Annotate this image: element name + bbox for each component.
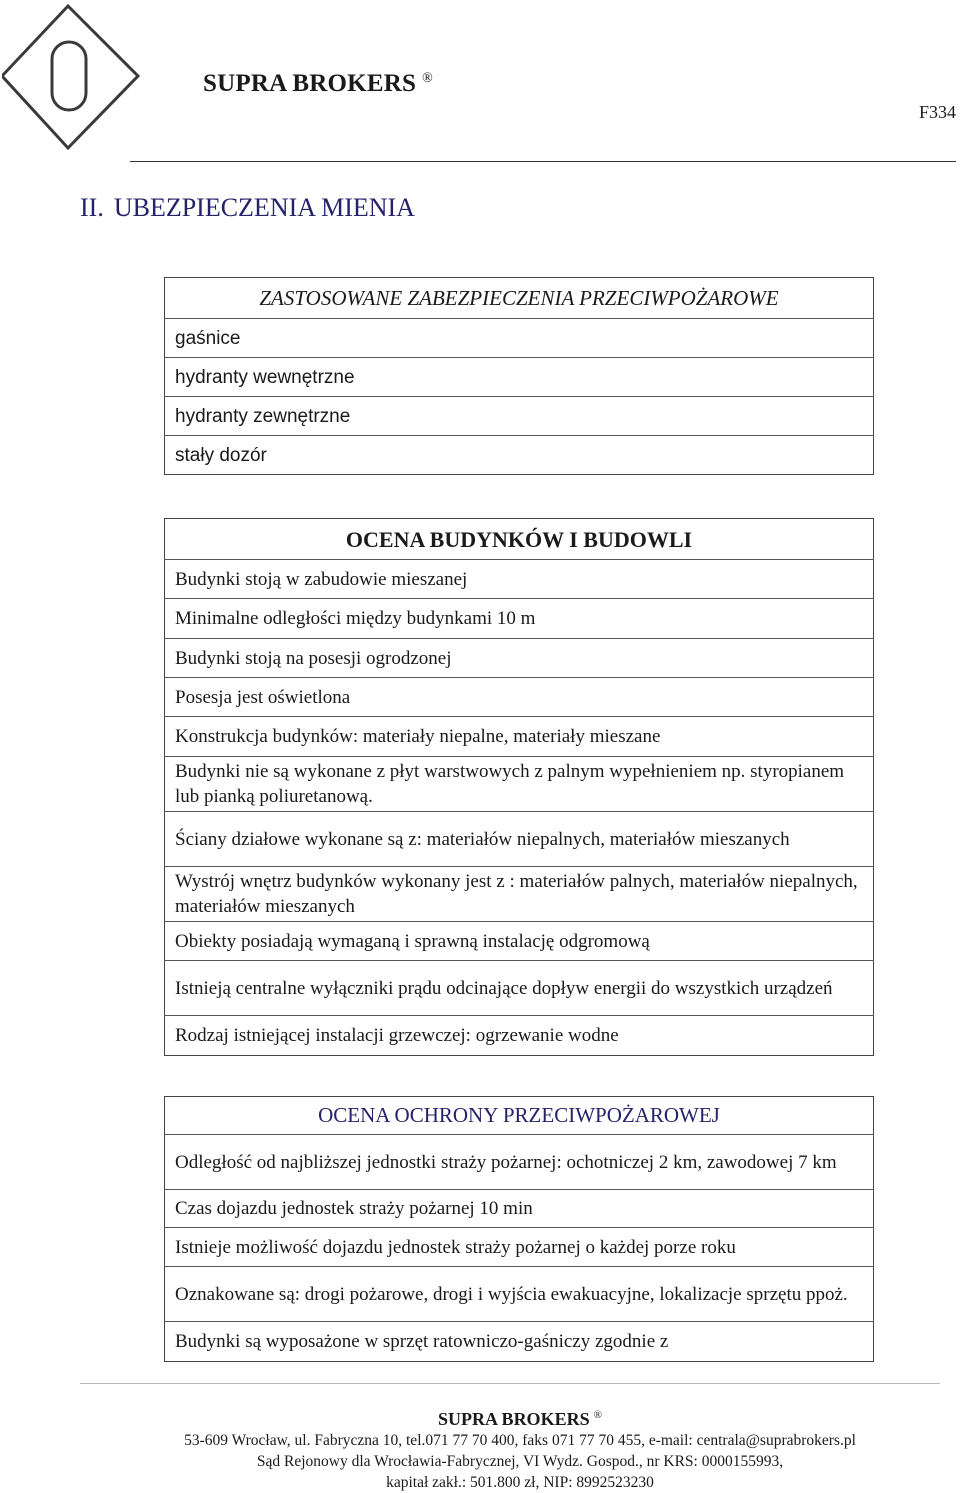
fire-protection-assessment-item: Odległość od najbliższej jednostki straży pożarnej: ochotniczej 2 km, zawodowej 7 km bbox=[165, 1135, 874, 1190]
buildings-item: Obiekty posiadają wymaganą i sprawną instalację odgromową bbox=[165, 922, 874, 961]
buildings-item: Rodzaj istniejącej instalacji grzewczej: ogrzewanie wodne bbox=[175, 1025, 619, 1046]
footer-address: 53-609 Wrocław, ul. Fabryczna 10, tel.071 77 70 400, faks 071 77 70 455, e-mail: centrala@suprabrokers.pl bbox=[184, 1432, 856, 1449]
footer bbox=[0, 1405, 960, 1493]
fire-protection-assessment-item: Budynki są wyposażone w sprzęt ratowniczo-gaśniczy zgodnie z bbox=[175, 1331, 669, 1352]
footer-brand: SUPRA BROKERS ® bbox=[438, 1409, 602, 1429]
fire-protection-table bbox=[164, 277, 874, 475]
buildings-item: Istnieją centralne wyłączniki prądu odcinające dopływ energii do wszystkich urządzeń bbox=[165, 961, 874, 1016]
section-title: II. UBEZPIECZENIA MIENIA bbox=[80, 193, 415, 222]
buildings-item: Ściany działowe wykonane są z: materiałów niepalnych, materiałów mieszanych bbox=[165, 812, 874, 867]
fire-protection-assessment-item: Istnieje możliwość dojazdu jednostek straży pożarnej o każdej porze roku bbox=[165, 1228, 874, 1267]
fire-protection-assessment-item: Czas dojazdu jednostek straży pożarnej 10 min bbox=[165, 1190, 874, 1228]
fire-protection-title: ZASTOSOWANE ZABEZPIECZENIA PRZECIWPOŻAROWE bbox=[165, 278, 874, 319]
fire-protection-assessment-title: OCENA OCHRONY PRZECIWPOŻAROWEJ bbox=[165, 1097, 874, 1135]
buildings-item: Budynki nie są wykonane z płyt warstwowych z palnym wypełnieniem np. styropianem lub pianką poliuretanową. bbox=[165, 757, 874, 812]
buildings-assessment-title: OCENA BUDYNKÓW I BUDOWLI bbox=[165, 519, 874, 560]
brand-name: SUPRA BROKERS ® bbox=[203, 70, 433, 97]
fire-protection-item: hydranty zewnętrzne bbox=[165, 397, 874, 436]
fire-protection-assessment-table bbox=[164, 1096, 874, 1362]
footer-divider bbox=[80, 1383, 940, 1384]
fire-protection-item: hydranty wewnętrzne bbox=[165, 358, 874, 397]
buildings-item: Konstrukcja budynków: materiały niepalne, materiały mieszane bbox=[165, 717, 874, 757]
buildings-item: Posesja jest oświetlona bbox=[165, 678, 874, 717]
fire-protection-item: stały dozór bbox=[175, 444, 267, 466]
document-code: F334 bbox=[918, 102, 956, 122]
buildings-item: Wystrój wnętrz budynków wykonany jest z : materiałów palnych, materiałów niepalnych, materiałów mieszanych bbox=[165, 867, 874, 922]
buildings-assessment-table bbox=[164, 518, 874, 1056]
buildings-item: Budynki stoją na posesji ogrodzonej bbox=[165, 639, 874, 678]
fire-protection-item: gaśnice bbox=[165, 319, 874, 358]
logo-icon bbox=[2, 2, 142, 152]
footer-capital: kapitał zakł.: 501.800 zł, NIP: 8992523230 bbox=[386, 1474, 654, 1491]
header-divider bbox=[130, 161, 956, 162]
footer-court-registration: Sąd Rejonowy dla Wrocławia-Fabrycznej, VI Wydz. Gospod., nr KRS: 0000155993, bbox=[256, 1453, 784, 1470]
fire-protection-assessment-item: Oznakowane są: drogi pożarowe, drogi i wyjścia ewakuacyjne, lokalizacje sprzętu ppoż. bbox=[165, 1267, 874, 1322]
buildings-item: Minimalne odległości między budynkami 10 m bbox=[165, 599, 874, 639]
buildings-item: Budynki stoją w zabudowie mieszanej bbox=[165, 560, 874, 599]
